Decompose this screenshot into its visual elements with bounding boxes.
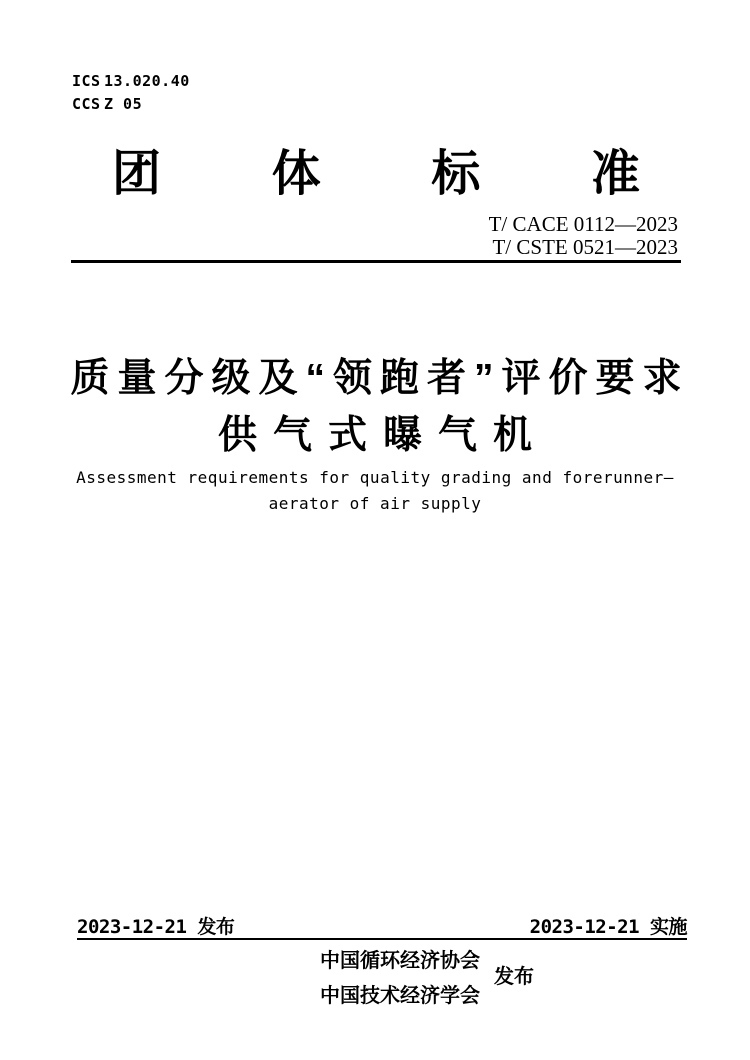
classification-codes: [72, 70, 190, 116]
issue-date: 2023-12-21 发布: [77, 916, 235, 938]
implement-date: 2023-12-21 实施: [529, 916, 687, 938]
masthead-char: 团: [112, 147, 162, 201]
footer-divider-line: [77, 938, 687, 940]
document-title-en-line2: aerator of air supply: [268, 494, 482, 513]
ics-value: 13.020.40: [104, 72, 190, 90]
ics-row: [72, 70, 190, 93]
document-title-en: [0, 465, 750, 517]
header-divider-line: [71, 260, 681, 263]
masthead-char: 体: [271, 147, 321, 201]
ccs-label: CCS: [72, 95, 101, 113]
publisher-org-1: 中国循环经济协会: [320, 950, 480, 972]
masthead-char: 准: [590, 147, 640, 201]
standard-number-cace: T/ CACE 0112—2023: [488, 212, 678, 236]
masthead-doc-type: [112, 147, 640, 201]
document-title-en-line1: Assessment requirements for quality grading and forerunner—: [76, 468, 674, 487]
standard-numbers: [489, 213, 678, 259]
document-title-cn-line1: 质量分级及“领跑者”评价要求: [70, 357, 690, 400]
footer-dates: [77, 912, 687, 939]
ccs-row: [72, 93, 190, 116]
ics-label: ICS: [72, 72, 101, 90]
ccs-value: Z 05: [104, 95, 143, 113]
publish-label: 发布: [494, 966, 534, 988]
standard-number-cste: T/ CSTE 0521—2023: [492, 235, 678, 259]
publisher-organizations: [320, 944, 480, 1014]
document-title-cn-line2: 供气式曝气机: [217, 414, 548, 457]
masthead-char: 标: [431, 147, 481, 201]
publisher-org-2: 中国技术经济学会: [320, 985, 480, 1007]
